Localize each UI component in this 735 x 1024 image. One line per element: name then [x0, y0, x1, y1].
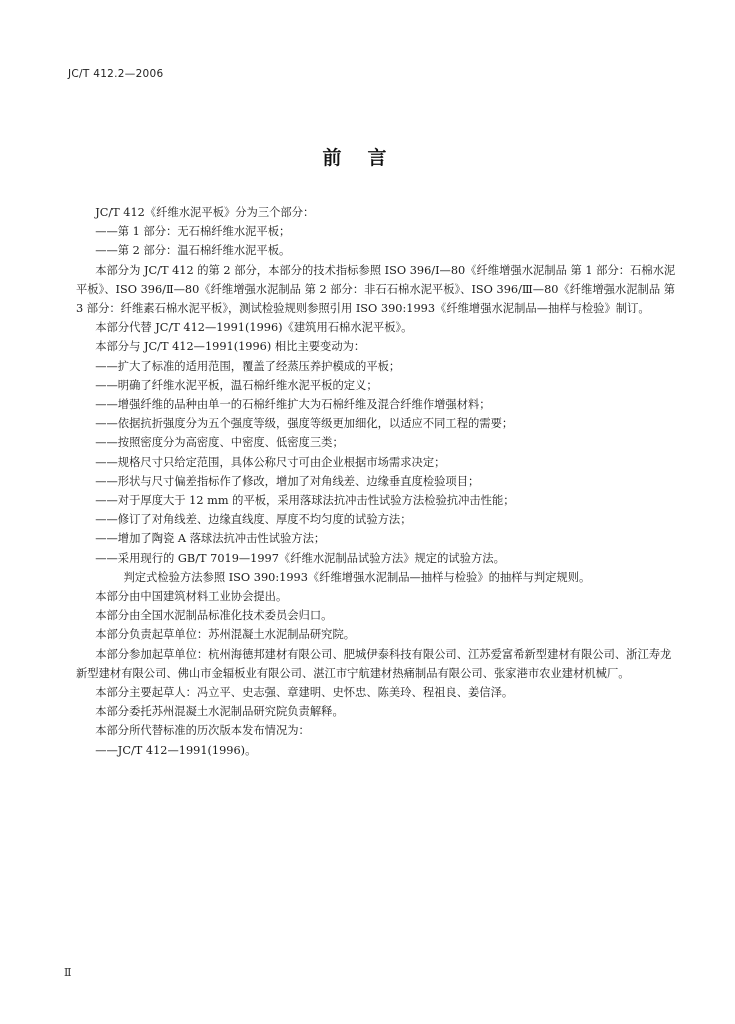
standard-code: JC/T 412.2—2006	[68, 68, 164, 80]
paragraph-drafters: 本部分主要起草人：冯立平、史志强、章建明、史怀忠、陈美玲、程祖良、姜信泽。	[95, 686, 514, 700]
list-item-change: ——修订了对角线差、边缘直线度、厚度不均匀度的试验方法；	[95, 513, 412, 527]
list-item-change: ——按照密度分为高密度、中密度、低密度三类；	[95, 436, 344, 450]
paragraph-proposer: 本部分由中国建筑材料工业协会提出。	[95, 590, 288, 604]
paragraph-changes-intro: 本部分与 JC/T 412—1991(1996) 相比主要变动为：	[95, 340, 366, 354]
page-number: Ⅱ	[64, 966, 72, 979]
list-item-change: ——形状与尺寸偏差指标作了修改，增加了对角线差、边缘垂直度检验项目；	[95, 474, 480, 488]
list-item-change: ——增强纤维的品种由单一的石棉纤维扩大为石棉纤维及混合纤维作增强材料；	[95, 398, 491, 412]
list-item-continuation: 判定式检验方法参照 ISO 390:1993《纤维增强水泥制品—抽样与检验》的抽样与判定规则。	[123, 570, 591, 584]
list-item-change: ——采用现行的 GB/T 7019—1997《纤维水泥制品试验方法》规定的试验方法。	[95, 551, 505, 565]
foreword-body	[76, 203, 676, 760]
paragraph-technical-basis: 本部分为 JC/T 412 的第 2 部分，本部分的技术指标参照 ISO 396/Ⅰ—80《纤维增强水泥制品 第 1 部分：石棉水泥平板》、ISO 396/Ⅱ—80《纤维增强水泥制品 第 2 部分：非石石棉水泥平板》、ISO 396/Ⅲ—80《纤维增强水泥制品 第 3 部分：纤维素石棉水泥平板》，测试检验规则参照引用 ISO 390:1993《纤维增强水泥制品—抽样与检验》制订。	[76, 263, 676, 316]
page-title: 前言	[322, 147, 413, 169]
list-item-part-1: ——第 1 部分：无石棉纤维水泥平板；	[95, 225, 291, 239]
list-item-change: ——依据抗折强度分为五个强度等级，强度等级更加细化，以适应不同工程的需要；	[95, 417, 514, 431]
paragraph-interpretation: 本部分委托苏州混凝土水泥制品研究院负责解释。	[95, 705, 344, 719]
list-item-change: ——增加了陶瓷 A 落球法抗冲击性试验方法；	[95, 532, 326, 546]
paragraph-replaces: 本部分代替 JC/T 412—1991(1996)《建筑用石棉水泥平板》。	[95, 321, 413, 335]
list-item-part-2: ——第 2 部分：温石棉纤维水泥平板。	[95, 244, 291, 258]
paragraph-centralized: 本部分由全国水泥制品标准化技术委员会归口。	[95, 609, 333, 623]
paragraph-parts-intro: JC/T 412《纤维水泥平板》分为三个部分：	[95, 206, 315, 219]
paragraph-drafting-unit: 本部分负责起草单位：苏州混凝土水泥制品研究院。	[95, 628, 356, 642]
list-item-change: ——对于厚度大于 12 mm 的平板，采用落球法抗冲击性试验方法检验抗冲击性能；	[95, 494, 515, 508]
paragraph-participating-units: 本部分参加起草单位：杭州海德邦建材有限公司、肥城伊泰科技有限公司、江苏爱富希新型建材有限公司、浙江寿龙新型建材有限公司、佛山市金辐板业有限公司、湛江市宁航建材热痛制品有限公司、张家港市农业建材机械厂。	[76, 647, 672, 680]
list-item-change: ——扩大了标准的适用范围，覆盖了经蒸压养护模成的平板；	[95, 359, 401, 373]
list-item-change: ——规格尺寸只给定范围，具体公称尺寸可由企业根据市场需求决定；	[95, 455, 446, 469]
list-item-previous-edition: ——JC/T 412—1991(1996)。	[95, 743, 257, 757]
paragraph-previous-editions: 本部分所代替标准的历次版本发布情况为：	[95, 724, 310, 738]
list-item-change: ——明确了纤维水泥平板，温石棉纤维水泥平板的定义；	[95, 378, 378, 392]
